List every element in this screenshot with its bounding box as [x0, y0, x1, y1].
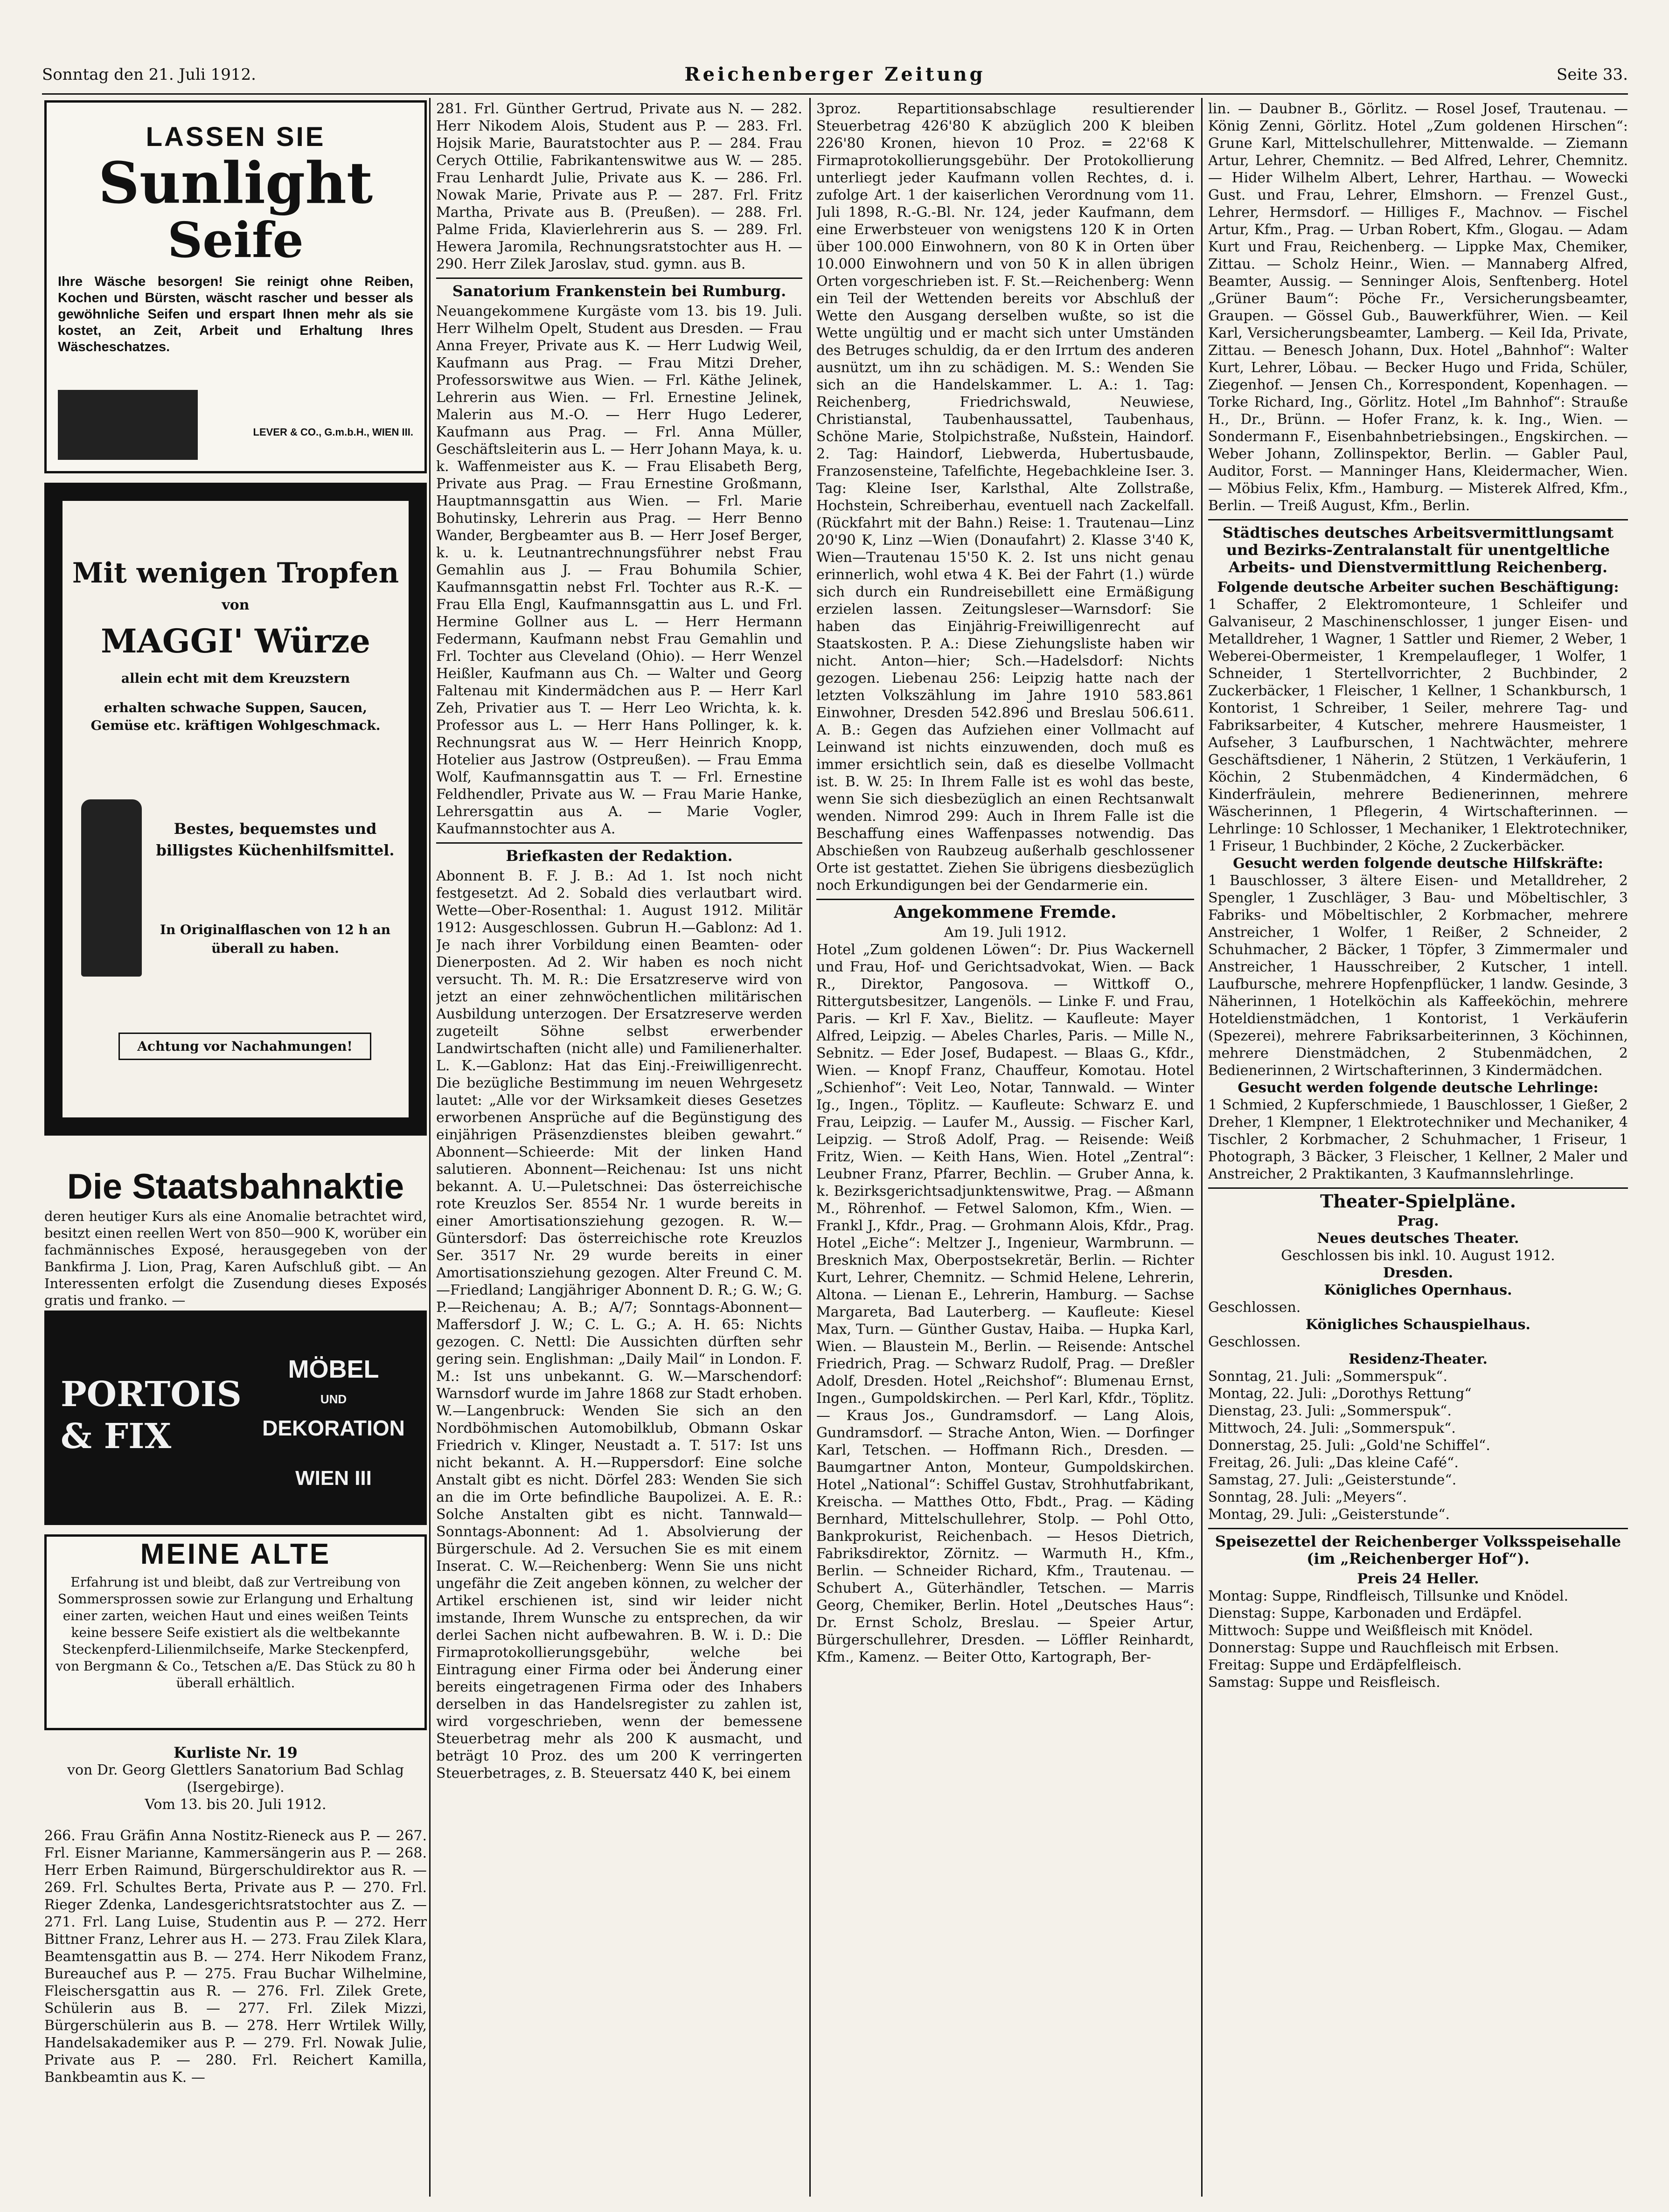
ad-line: Seife [167, 211, 304, 269]
article-text: Abonnent B. F. J. B.: Ad 1. Ist noch nicht festgesetzt. Ad 2. Sobald dies verlautbart wird. Wette—Ober-Rosenthal: 1. August 1912. Militär 1912: Ausgeschlossen. Gubrun H.—Gablonz: Ad 1. Je nach ihrer Vorbildung einen Beamten- oder Dienerposten. Ad 2. Wir haben es noch nicht versucht. Th. M. R.: Die Ersatzreserve wird von jetzt an einer zehnwöchentlichen militärischen Ausbildung unterzogen. Der Ersatzreserve werden zugeteilt Söhne selbst erwerbender Landwirtschaften (nicht alle) und Familienerhalter. L. K.—Gablonz: Hat das Einj.-Freiwilligenrecht. Die bezügliche Bestimmung im neuen Wehrgesetz lautet: „Alle vor der Wirksamkeit dieses Gesetzes erworbenen Ansprüche auf die Begünstigung des einjährigen Präsenzdienstes bleiben gewahrt.“ Abonnent—Schieerde: Mit der linken Hand salutieren. Abonnent—Reichenau: Ist uns nicht bekannt. A. U.—Puletschnei: Das österreichische rote Kreuzlos Ser. 8554 Nr. 1 wurde bereits in einer Amortisationsziehung gezogen. R. W.—Güntersdorf: Das österreichische rote Kreuzlos Ser. 3517 Nr. 29 wurde bereits in einer Amortisationsziehung gezogen. Alter Freund C. M.—Friedland; Langjähriger Abonnent D. R.; G. W.; G. P.—Reichenau; A. B.; A/7; Sonntags-Abonnent—Maffersdorf J. W.; C. L. G.; A. H. 65: Nichts gezogen. C. Nettl: Die Aussichten dürften sehr gering sein. Englishman: „Daily Mail“ in London. F. M.: Ist uns unbekannt. G. W.—Marschendorf: Warnsdorf wurde im Jahre 1868 zur Stadt erhoben. W.—Langenbruck: Wenden Sie sich an den Nordböhmischen Automobilklub, Obmann Oskar Friedrich v. Klinger, Neustadt a. T. 517: Ist uns nicht bekannt. A. H.—Ruppersdorf: Eine solche Anstalt gibt es nicht. Dörfel 283: Wenden Sie sich an die im Orte befindliche Baupolizei. A. E. R.: Solche Anstalten gibt es nicht. Tannwald—Sonntags-Abonnent: Ad 1. Absolvierung der Bürgerschule. Ad 2. Versuchen Sie es mit einem Inserat. C. W.—Reichenberg: Wenn Sie uns nicht ungefähr die Zeit angeben können, zu welcher der Artikel erschienen ist, sind wir leider nicht imstande, Ihrem Wunsche zu entsprechen, da wir derlei Sachen nicht aufbewahren. B. W. i. D.: Die Firmaprotokollierungsgebühr, welche bei Eintragung einer Firma oder bei Änderung einer bereits eingetragenen Firma oder des Inhabers derselben in das Handelsregister zu zahlen ist, wird vorgeschrieben, wenn der bemessene Steuerbetrag mehr als 200 K ausmacht, und beträgt 10 Proz. des um 200 K verringerten Steuerbetrages, z. B. Steuersatz 440 K, bei einem [436, 868, 802, 1782]
staatsbahn-ad [44, 1166, 427, 1324]
program-line: Sonntag, 21. Juli: „Sommerspuk“. [1208, 1368, 1448, 1385]
ad-title: Die Staatsbahnaktie [67, 1167, 404, 1207]
program-line: Dienstag, 23. Juli: „Sommerspuk“. [1208, 1403, 1452, 1419]
portois-fix-ad [44, 1311, 427, 1525]
bottle-icon [81, 799, 142, 977]
kurliste-subtitle: von Dr. Georg Glettlers Sanatorium Bad Schlag (Isergebirge). [67, 1762, 404, 1796]
program-line: Sonntag, 28. Juli: „Meyers“. [1208, 1489, 1407, 1505]
ad-line: von [222, 597, 250, 613]
article-text: 281. Frl. Günther Gertrud, Private aus N. — 282. Herr Nikodem Alois, Student aus P. — 283. Frl. Hojsik Marie, Bauratstochter aus P. — 284. Frau Cerych Ottilie, Fabrikantenswitwe aus W. — 285. Frau Lenhardt Julie, Private aus K. — 286. Frl. Nowak Marie, Private aus P. — 287. Frl. Fritz Martha, Private aus B. (Preußen). — 288. Frl. Palme Frida, Klavierlehrerin aus S. — 289. Frl. Hewera Jaromila, Rechnungsratstochter aus H. — 290. Herr Zilek Jaroslav, stud. gymn. aus B. [436, 101, 802, 272]
kurliste [44, 1744, 427, 2187]
article-text: 3proz. Repartitionsabschlage resultierender Steuerbetrag 426'80 K abzüglich 200 K bleiben 226'80 Kronen, hievon 10 Proz. = 22'68 K Firmaprotokollierungsgebühr. Der Protokollierung unterliegt jeder Kaufmann vollen Rechtes, d. i. zufolge Art. 1 der kaiserlichen Verordnung vom 11. Juli 1898, R.-G.-Bl. Nr. 124, jeder Kaufmann, dem eine Erwerbsteuer von wenigstens 120 K in Orten über 100.000 Einwohnern, von 80 K in Orten über 10.000 Einwohnern und von 50 K in allen übrigen Orten vorgeschrieben ist. F. St.—Reichenberg: Wenn ein Teil der Wettenden bereits vor Abschluß der Wette den Ausgang derselben wußte, so ist die Wette ungültig und er macht sich unter Umständen des Betruges schuldig, da er den Irrtum des anderen ausnützt, um ihn zu schädigen. M. S.: Wenden Sie sich an die Handelskammer. L. A.: 1. Tag: Reichenberg, Friedrichswald, Neuwiese, Christianstal, Taubenhaussattel, Taubenhaus, Schöne Marie, Stolpichstraße, Nußstein, Haindorf. 2. Tag: Haindorf, Liebwerda, Hubertusbaude, Franzosensteine, Tafelfichte, Hegebachkleine Iser. 3. Tag: Kleine Iser, Karlsthal, Alte Zollstraße, Hochstein, Schreiberhau, eventuell nach Zackelfall. (Rückfahrt mit der Bahn.) Reise: 1. Trautenau—Linz 20'90 K, Linz —Wien (Donaufahrt) 2. Klasse 3'40 K, Wien—Trautenau 15'50 K. 2. Ist uns nicht genau erinnerlich, wohl etwa 4 K. Bei der Fahrt (1.) würde sich durch ein Rundreisebillett eine Ermäßigung erzielen lassen. Zeitungsleser—Warnsdorf: Sie haben das Einjährig-Freiwilligenrecht auf Staatskosten. P. A.: Diese Ziehungsliste haben wir nicht. Anton—hier; Sch.—Hadelsdorf: Nichts gezogen. Liebenau 256: Leipzig hatte nach der letzten Volkszählung im Jahre 1910 583.861 Einwohner, Dresden 542.896 und Breslau 506.611. A. B.: Gegen das Aufziehen einer Vollmacht auf Leinwand ist nichts einzuwenden, doch muß es immer ersichtlich sein, daß es dieselbe Vollmacht ist. B. W. 25: In Ihrem Falle ist es wohl das beste, wenn Sie sich diesbezüglich an einen Rechtsanwalt wenden. Nimrod 299: Auch in Ihrem Falle ist die Beschaffung eines Waffenpasses notwendig. Das Abschießen von Raubzeug außerhalb geschlossener Orte ist gestattet. Ziehen Sie übrigens diesbezüglich noch Erkundigungen bei der Gendarmerie ein. [816, 101, 1194, 894]
theater-name: Königliches Schauspielhaus. [1305, 1317, 1531, 1333]
program-line: Freitag, 26. Juli: „Das kleine Café“. [1208, 1455, 1459, 1471]
menu-line: Freitag: Suppe und Erdäpfelfleisch. [1208, 1657, 1462, 1673]
ad-line: DEKORATION [262, 1416, 405, 1440]
program-line: Montag, 22. Juli: „Dorothys Rettung“ [1208, 1386, 1472, 1402]
kurliste-range: Vom 13. bis 20. Juli 1912. [145, 1796, 327, 1813]
ad-line: MÖBEL [288, 1355, 379, 1383]
theater-status: Geschlossen. [1208, 1334, 1301, 1350]
brand-name: MAGGI' Würze [101, 622, 370, 660]
ad-line: allein echt mit dem Kreuzstern [121, 671, 350, 686]
menu-line: Mittwoch: Suppe und Weißfleisch mit Knödel. [1208, 1623, 1533, 1639]
subheading: Folgende deutsche Arbeiter suchen Beschäftigung: [1217, 579, 1619, 596]
ad-line: erhalten schwache Suppen, Saucen, Gemüse etc. kräftigen Wohlgeschmack. [90, 700, 381, 733]
section-heading: Städtisches deutsches Arbeitsvermittlungsamt und Bezirks-Zentralanstalt für unentgeltliche Arbeits- und Dienstvermittlung Reichenberg. [1208, 519, 1628, 576]
city-heading: Dresden. [1383, 1265, 1453, 1281]
page-header [42, 61, 1628, 93]
program-line: Mittwoch, 24. Juli: „Sommerspuk“. [1208, 1420, 1456, 1436]
column-rule [1201, 98, 1203, 2197]
masthead: Reichenberger Zeitung [684, 63, 986, 85]
ad-body: Erfahrung ist und bleibt, daß zur Vertreibung von Sommersprossen sowie zur Erlangung und Erhaltung einer zarten, weichen Haut und eines weißen Teints keine bessere Seife existiert als die weltbekannte Steckenpferd-Lilienmilchseife, Marke Steckenpferd, von Bergmann & Co., Tetschen a/E. Das Stück zu 80 h überall erhältlich. [56, 1574, 416, 1691]
article-text: lin. — Daubner B., Görlitz. — Rosel Josef, Trautenau. — König Zenni, Görlitz. Hotel „Zum goldenen Hirschen“: Grune Karl, Mittelschullehrer, Mittenwalde. — Ziemann Artur, Lehrer, Chemnitz. — Bed Alfred, Lehrer, Chemnitz. — Hider Wilhelm Albert, Lehrer, Harthau. — Wowecki Gust. und Frau, Lehrer, Elmshorn. — Frenzel Gust., Lehrer, Hermsdorf. — Hilliges F., Machnov. — Fischel Artur, Kfm., Prag. — Urban Robert, Kfm., Glogau. — Adam Kurt und Frau, Reichenberg. — Lippke Max, Chemiker, Zittau. — Scholz Heinr., Wien. — Mannaberg Alfred, Beamter, Aussig. — Senninger Alois, Senftenberg. Hotel „Grüner Baum“: Pöche Fr., Versicherungsbeamter, Graupen. — Gössel Gub., Bauwerkführer, Wien. — Keil Karl, Versicherungsbeamter, Lamberg. — Keil Ida, Private, Zittau. — Benesch Johann, Dux. Hotel „Bahnhof“: Walter Kurt, Lehrer, Löbau. — Becker Hugo und Frida, Schüler, Ziegenhof. — Jensen Ch., Korrespondent, Kopenhagen. — Torke Richard, Ing., Görlitz. Hotel „Im Bahnhof“: Strauße H., Dr., Brünn. — Hofer Franz, k. k. Ing., Wien. — Sondermann F., Eisenbahnbetriebsingen., Engskirchen. — Weber Johann, Zollinspektor, Berlin. — Gabler Paul, Auditor, Forst. — Manninger Hans, Kleidermacher, Wien. — Möbius Felix, Kfm., Hamburg. — Misterek Alfred, Kfm., Berlin. — Treiß August, Kfm., Berlin. [1208, 101, 1628, 514]
column-rule [809, 98, 811, 2197]
theater-status: Geschlossen bis inkl. 10. August 1912. [1281, 1248, 1555, 1264]
column-3 [816, 100, 1194, 2199]
section-heading: Sanatorium Frankenstein bei Rumburg. [436, 277, 802, 300]
section-heading: Briefkasten der Redaktion. [436, 842, 802, 865]
article-text: 1 Bauschlosser, 3 ältere Eisen- und Metalldreher, 2 Spengler, 1 Zuschläger, 3 Bau- und Möbeltischler, 3 Fabriks- und Möbeltischler, 2 Korbmacher, mehrere Anstreicher, 1 Wolfer, 1 Reißer, 2 Schneider, 2 Schuhmacher, 2 Bäcker, 1 Töpfer, 3 Zimmermaler und Anstreicher, 1 Hausschreiber, 2 Kutscher, 1 intell. Laufbursche, mehrere Hopfenpflücker, 1 landw. Gesinde, 3 Näherinnen, 1 Hotelköchin als Kaffeeköchin, mehrere Hoteldienstmädchen, 1 Kontorist, 1 Verkäuferin (Spezerei), mehrere Fabriksarbeiterinnen, 3 Köchinnen, mehrere Dienstmädchen, 2 Stubenmädchen, 2 Bedienerinnen, 2 Wirtschafterinnen, 3 Kindermädchen. [1208, 873, 1628, 1079]
issue-date: Sonntag den 21. Juli 1912. [42, 65, 256, 84]
menu-line: Samstag: Suppe und Reisfleisch. [1208, 1674, 1440, 1691]
theater-name: Residenz-Theater. [1349, 1351, 1488, 1367]
maggi-panel [63, 501, 409, 1117]
section-date: Am 19. Juli 1912. [944, 924, 1067, 941]
ad-line: Achtung vor Nachahmungen! [118, 1033, 371, 1060]
city-heading: Prag. [1397, 1213, 1439, 1229]
column-rule [429, 98, 431, 2197]
program-line: Montag, 29. Juli: „Geisterstunde“. [1208, 1506, 1450, 1523]
ad-line: In Originalflaschen von 12 h an überall zu haben. [160, 922, 391, 956]
soap-package-icon [58, 390, 198, 460]
page-number: Seite 33. [1557, 65, 1628, 84]
ad-line: LASSEN SIE [146, 122, 326, 152]
article-text: 266. Frau Gräfin Anna Nostitz-Rieneck aus P. — 267. Frl. Eisner Marianne, Kammersängerin aus P. — 268. Herr Erben Raimund, Bürgerschuldirektor aus R. — 269. Frl. Schultes Berta, Private aus P. — 270. Frl. Rieger Zdenka, Landesgerichtsratstochter aus Z. — 271. Frl. Lang Luise, Studentin aus P. — 272. Herr Bittner Franz, Lehrer aus H. — 273. Frau Zilek Klara, Beamtensgattin aus B. — 274. Herr Nikodem Franz, Bureauchef aus P. — 275. Frau Buchar Wilhelmine, Fleischersgattin aus R. — 276. Frl. Zilek Grete, Schülerin aus B. — 277. Frl. Zilek Mizzi, Bürgerschülerin aus B. — 278. Herr Wrtilek Willy, Handelsakademiker aus P. — 279. Frl. Nowak Julie, Private aus P. — 280. Frl. Reichert Kamilla, Bankbeamtin aus K. — [44, 1828, 427, 2086]
ad-body: Ihre Wäsche besorgen! Sie reinigt ohne Reiben, Kochen und Bürsten, wäscht rascher und besser als gewöhnliche Seifen und erspart Ihnen mehr als sie kostet, an Zeit, Arbeit und Erhaltung Ihres Wäscheschatzes. [58, 274, 413, 354]
menu-line: Dienstag: Suppe, Karbonaden und Erdäpfel. [1208, 1605, 1522, 1622]
theater-status: Geschlossen. [1208, 1299, 1301, 1316]
section-heading: Theater-Spielpläne. [1208, 1187, 1628, 1210]
meine-alte-ad [44, 1534, 427, 1730]
sunlight-ad [44, 100, 427, 473]
program-line: Samstag, 27. Juli: „Geisterstunde“. [1208, 1472, 1457, 1488]
article-text: 1 Schmied, 2 Kupferschmiede, 1 Bauschlosser, 1 Gießer, 2 Dreher, 1 Klempner, 1 Elektrotechniker und Mechaniker, 4 Tischler, 2 Korbmacher, 2 Schuhmacher, 1 Friseur, 1 Photograph, 3 Bäcker, 3 Fleischer, 1 Kellner, 2 Maler und Anstreicher, 2 Praktikanten, 3 Kaufmannslehrlinge. [1208, 1097, 1628, 1182]
section-heading: Angekommene Fremde. [816, 899, 1194, 921]
subheading: Gesucht werden folgende deutsche Lehrlinge: [1238, 1080, 1599, 1096]
subheading: Gesucht werden folgende deutsche Hilfskräfte: [1233, 855, 1603, 872]
maggi-ad [44, 483, 427, 1136]
section-heading: Kurliste Nr. 19 [174, 1744, 298, 1761]
article-text: Neuangekommene Kurgäste vom 13. bis 19. Juli. Herr Wilhelm Opelt, Student aus Dresden. — Frau Anna Freyer, Private aus K. — Herr Ludwig Weil, Kaufmann aus Prag. — Frau Mitzi Dreher, Professorswitwe aus Wien. — Frl. Käthe Jelinek, Lehrerin aus Wien. — Frl. Ernestine Jelinek, Malerin aus M.-O. — Herr Hugo Lederer, Kaufmann aus Prag. — Frl. Anna Müller, Geschäftsleiterin aus L. — Herr Johann Maya, k. u. k. Waffenmeister aus K. — Frau Elisabeth Berg, Private aus Prag. — Frau Ernestine Großmann, Hauptmannsgattin aus Wien. — Frl. Marie Bohutinsky, Lehrerin aus Prag. — Herr Benno Wander, Bergbeamter aus B. — Herr Josef Berger, k. u. k. Leutnantrechnungsführer nebst Frau Gemahlin aus J. — Frau Bohumila Schier, Kaufmannsgattin nebst Frl. Tochter aus R.-K. — Frau Ella Engl, Kaufmannsgattin aus L. und Frl. Hermine Gollner aus L. — Herr Hermann Federmann, Kaufmann nebst Frau Gemahlin und Frl. Tochter aus Cleveland (Ohio). — Herr Wenzel Heißler, Kaufmann aus Ch. — Walter und Georg Faltenau mit Kindermädchen aus P. — Herr Karl Zeh, Privatier aus T. — Herr Leo Wrichta, k. k. Professor aus L. — Herr Hans Pollinger, k. k. Rechnungsrat aus W. — Herr Heinrich Knopp, Hotelier aus Jastrow (Ostpreußen). — Frau Emma Wolf, Kaufmannsgattin aus T. — Frl. Ernestine Feldhendler, Private aus W. — Frau Marie Hanke, Lehrersgattin aus A. — Marie Vogler, Kaufmannstochter aus A. [436, 303, 802, 837]
ad-line: WIEN III [295, 1467, 372, 1490]
ad-body: deren heutiger Kurs als eine Anomalie betrachtet wird, besitzt einen reellen Wert von 850—900 K, worüber ein fachmännisches Exposé, herausgegeben von der Bankfirma J. Lion, Prag, Karen Aufschluß gibt. — An Interessenten erfolgt die Zusendung dieses Exposés gratis und franko. — [44, 1208, 427, 1308]
column-2 [436, 100, 802, 2199]
column-4 [1208, 100, 1628, 2199]
menu-price: Preis 24 Heller. [1357, 1571, 1479, 1587]
ad-line: Bestes, bequemstes und billigstes Küchenhilfsmittel. [156, 820, 395, 859]
menu-line: Donnerstag: Suppe und Rauchfleisch mit Erbsen. [1208, 1640, 1559, 1656]
theater-name: Königliches Opernhaus. [1324, 1282, 1512, 1298]
ad-line: Mit wenigen Tropfen [72, 557, 399, 589]
article-text: Hotel „Zum goldenen Löwen“: Dr. Pius Wackernell und Frau, Hof- und Gerichtsadvokat, Wien. — Back R., Direktor, Pangosova. — Wittkoff O., Rittergutsbesitzer, Langenöls. — Linke F. und Frau, Paris. — Krl F. Xav., Bielitz. — Kaufleute: Mayer Alfred, Leipzig. — Abeles Charles, Paris. — Mille N., Sebnitz. — Eder Josef, Budapest. — Blaas G., Kfdr., Wien. — Knopf Franz, Chauffeur, Komotau. Hotel „Schienhof“: Veit Leo, Notar, Tannwald. — Winter Ig., Ingen., Töplitz. — Kaufleute: Schwarz E. und Frau, Leipzig. — Laufer M., Aussig. — Fischer Karl, Leipzig. — Stroß Adolf, Prag. — Reisende: Weiß Fritz, Wien. — Keith Hans, Wien. Hotel „Zentral“: Leubner Franz, Pfarrer, Bechlin. — Gruber Anna, k. k. Bezirksgerichtsadjunktenswitwe, Prag. — Aßmann M., Röhrenhof. — Fetwel Salomon, Kfm., Wien. — Frankl J., Kfdr., Prag. — Grohmann Alois, Kfdr., Prag. Hotel „Eiche“: Meltzer J., Ingenieur, Warmbrunn. — Bresknich Max, Oberpostsekretär, Berlin. — Richter Kurt, Lehrer, Chemnitz. — Schmid Helene, Lehrerin, Altona. — Lienan E., Lehrerin, Hamburg. — Sachse Margareta, Bad Lauterberg. — Kaufleute: Kiesel Max, Turn. — Günther Gustav, Haiba. — Hupka Karl, Wien. — Blaustein M., Berlin. — Reisende: Antschel Friedrich, Prag. — Schwarz Rudolf, Prag. — Dreßler Adolf, Dresden. Hotel „Reichshof“: Blumenau Ernst, Ingen., Gumpoldskirchen. — Perl Karl, Kfdr., Töplitz. — Kraus Jos., Gundramsdorf. — Lang Alois, Gundramsdorf. — Strache Anton, Wien. — Dorfinger Karl, Tetschen. — Hoffmann Rich., Dresden. — Baumgartner Anton, Monteur, Gumpoldskirchen. Hotel „National“: Schiffel Gustav, Strohhutfabrikant, Kreischa. — Matthes Otto, Fbdt., Prag. — Käding Bernhard, Mittelschullehrer, Stolp. — Pohl Otto, Bankprokurist, Reichenbach. — Hesos Dietrich, Fabriksdirektor, Zörnitz. — Warmuth H., Kfm., Berlin. — Schneider Richard, Kfm., Trautenau. — Schubert A., Güterhändler, Tetschen. — Marris Georg, Chemiker, Berlin. Hotel „Deutsches Haus“: Dr. Ernst Scholz, Breslau. — Speier Artur, Bürgerschullehrer, Dresden. — Löffler Reinhardt, Kfm., Kamenz. — Beiter Otto, Kartograph, Ber- [816, 942, 1194, 1665]
header-rule [42, 93, 1628, 95]
ad-title: MEINE ALTE [140, 1538, 331, 1570]
ad-maker: LEVER & CO., G.m.b.H., WIEN III. [253, 426, 413, 438]
menu-line: Montag: Suppe, Rindfleisch, Tillsunke und Knödel. [1208, 1588, 1569, 1604]
ad-line: UND [320, 1392, 347, 1406]
article-text: 1 Schaffer, 2 Elektromonteure, 1 Schleifer und Galvaniseur, 2 Maschinenschlosser, 1 junger Eisen- und Metalldreher, 1 Wagner, 1 Sattler und Riemer, 2 Weber, 1 Weberei-Obermeister, 1 Krempelaufleger, 1 Wolfer, 1 Schneider, 1 Stertellvorrichter, 2 Buchbinder, 2 Zuckerbäcker, 1 Fleischer, 1 Kellner, 1 Schankbursch, 1 Kontorist, 1 Schreiber, 1 Seiler, mehrere Tag- und Fabriksarbeiter, 4 Kutscher, mehrere Hausmeister, 1 Aufseher, 3 Laufburschen, 1 Nachtwächter, mehrere Geschäftsdiener, 1 Näherin, 2 Stützen, 1 Verkäuferin, 1 Köchin, 2 Stubenmädchen, 4 Kindermädchen, 6 Kinderfräulein, mehrere Bedienerinnen, mehrere Wäscherinnen, 1 Pflegerin, 4 Wirtschafterinnen. — Lehrlinge: 10 Schlosser, 1 Mechaniker, 1 Elektrotechniker, 1 Friseur, 1 Buchbinder, 2 Köche, 2 Zuckerbäcker. [1208, 596, 1628, 854]
brand-name: PORTOIS & FIX [61, 1374, 242, 1456]
program-line: Donnerstag, 25. Juli: „Gold'ne Schiffel“. [1208, 1437, 1490, 1454]
theater-name: Neues deutsches Theater. [1317, 1230, 1519, 1247]
brand-name: Sunlight [98, 149, 373, 216]
section-heading: Speisezettel der Reichenberger Volksspeisehalle (im „Reichenberger Hof“). [1208, 1528, 1628, 1567]
